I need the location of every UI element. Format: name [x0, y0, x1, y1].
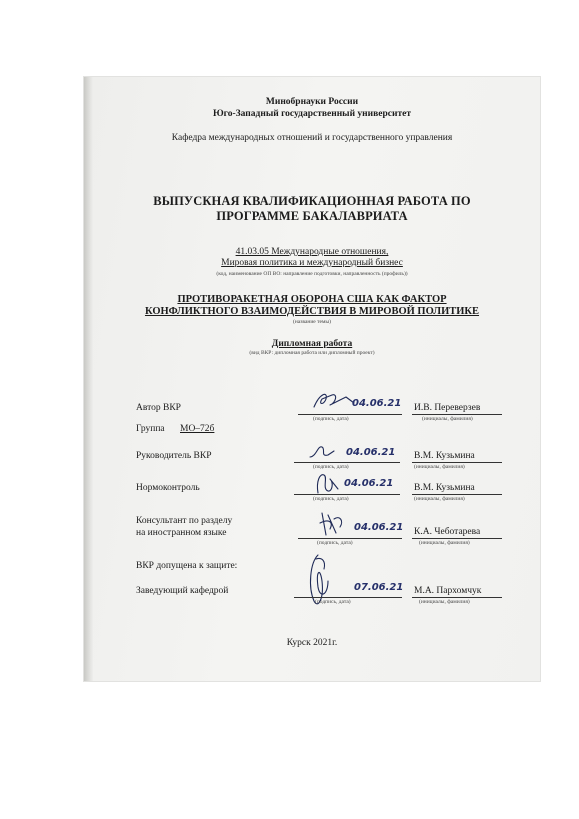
document-sheet — [84, 77, 540, 681]
normcontrol-signature-line — [294, 494, 400, 495]
normcontrol-date: 04.06.21 — [344, 478, 394, 489]
consultant-signature-line — [298, 538, 402, 539]
consultant-name: К.А. Чеботарева — [414, 527, 481, 537]
work-title-line1: ВЫПУСКНАЯ КВАЛИФИКАЦИОННАЯ РАБОТА ПО — [153, 194, 471, 208]
supervisor-signature-line — [294, 462, 400, 463]
head-sig-caption: (подпись, дата) — [315, 599, 351, 605]
work-type-caption: (вид ВКР: дипломная работа или дипломный проект) — [249, 350, 375, 356]
consultant-name-caption: (инициалы, фамилия) — [419, 540, 470, 546]
normcontrol-name-line — [412, 494, 502, 495]
topic-line1: ПРОТИВОРАКЕТНАЯ ОБОРОНА США КАК ФАКТОР — [177, 294, 447, 305]
program-caption: (код, наименование ОП ВО: направление подготовки, направленность (профиль)) — [216, 271, 408, 277]
consultant-date: 04.06.21 — [354, 522, 404, 533]
normcontrol-name: В.М. Кузьмина — [414, 483, 475, 493]
consultant-name-line — [412, 538, 502, 539]
program-code: 41.03.05 Международные отношения, — [235, 247, 389, 257]
head-date: 07.06.21 — [354, 582, 404, 593]
consultant-label-line1: Консультант по разделу — [136, 516, 233, 526]
program-profile: Мировая политика и международный бизнес — [221, 258, 403, 268]
supervisor-date: 04.06.21 — [346, 447, 396, 458]
author-label: Автор ВКР — [136, 403, 181, 413]
head-name: М.А. Пархомчук — [414, 586, 482, 596]
ministry-name: Минобрнауки России — [265, 97, 359, 107]
university-name: Юго-Западный государственный университет — [212, 109, 411, 119]
group-label: Группа — [136, 424, 165, 434]
head-name-caption: (инициалы, фамилия) — [419, 599, 470, 605]
author-signature-line — [298, 414, 402, 415]
author-name: И.В. Переверзев — [414, 403, 481, 413]
admitted-label: ВКР допущена к защите: — [136, 561, 238, 571]
supervisor-sig-caption: (подпись, дата) — [313, 464, 349, 470]
author-name-caption: (инициалы, фамилия) — [422, 416, 473, 422]
author-name-line — [412, 414, 502, 415]
head-name-line — [412, 597, 502, 598]
normcontrol-label: Нормоконтроль — [136, 483, 200, 493]
binder-edge — [84, 77, 93, 681]
consultant-label-line2: на иностранном языке — [136, 528, 227, 538]
normcontrol-sig-caption: (подпись, дата) — [313, 496, 349, 502]
supervisor-name-caption: (инициалы, фамилия) — [414, 464, 465, 470]
head-label: Заведующий кафедрой — [136, 586, 229, 596]
supervisor-name-line — [412, 462, 502, 463]
author-sig-caption: (подпись, дата) — [313, 416, 349, 422]
topic-line2: КОНФЛИКТНОГО ВЗАИМОДЕЙСТВИЯ В МИРОВОЙ ПОЛИТИКЕ — [144, 306, 480, 317]
normcontrol-name-caption: (инициалы, фамилия) — [414, 496, 465, 502]
group-value: МО–72б — [180, 424, 215, 434]
supervisor-name: В.М. Кузьмина — [414, 451, 475, 461]
department-name: Кафедра международных отношений и государственного управления — [171, 133, 453, 143]
consultant-signature — [316, 509, 356, 539]
work-title-line2: ПРОГРАММЕ БАКАЛАВРИАТА — [216, 209, 408, 223]
head-signature-line — [294, 597, 402, 598]
consultant-sig-caption: (подпись, дата) — [317, 540, 353, 546]
topic-caption: (название темы) — [293, 319, 331, 325]
work-type: Дипломная работа — [271, 339, 353, 349]
city-year: Курск 2021г. — [286, 638, 338, 648]
author-date: 04.06.21 — [352, 398, 402, 409]
supervisor-label: Руководитель ВКР — [136, 451, 212, 461]
supervisor-signature — [306, 441, 346, 461]
